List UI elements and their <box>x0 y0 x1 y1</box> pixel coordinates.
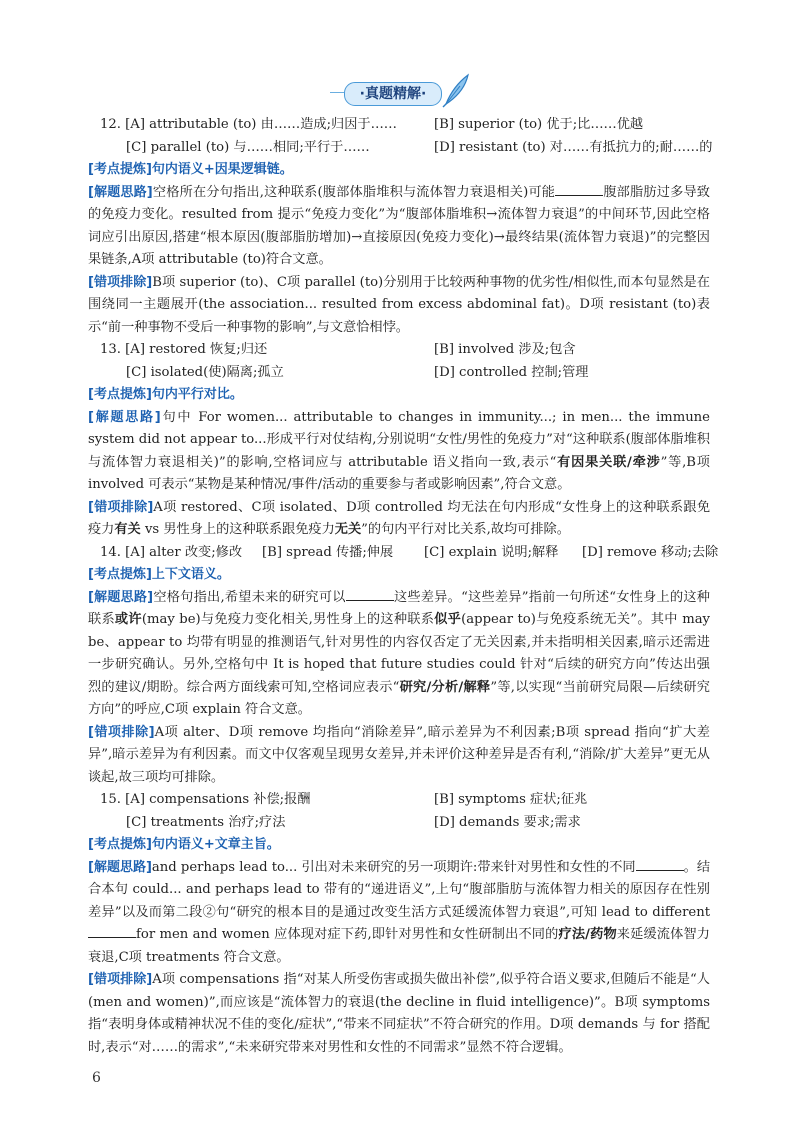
q12-point <box>88 159 710 182</box>
q15-wrong-text: A项 compensations 指“对某人所受伤害或损失做出补偿”,似乎符合语义要求,但随后不能是“人(men and women)”,而应该是“流体智力的衰退(the decline in fluid intelligence)”。B项 symptoms 指“表明身体或精神状况不佳的变化/症状”,“带来不同症状”不符合研究的作用。D项 demands 与 for 搭配时,表示“对……的需求”,“未来研究带来对男性和女性的不同需求”显然不符合逻辑。 <box>88 972 710 1055</box>
q15-options-row2 <box>88 812 710 835</box>
q12-idea-text-1: 空格所在分句指出,这种联系(腹部体脂堆积与流体智力衰退相关)可能 <box>152 184 556 200</box>
q13-options-row2 <box>88 362 710 385</box>
q14-wrong-text: A项 alter、D项 remove 均指向“消除差异”,暗示差异为不利因素;B项 spread 指向“扩大差异”,暗示差异为有利因素。而文中仅客观呈现男女差异,并未评价这种差异是否有利,“消除/扩大差异”更无从谈起,故三项均可排除。 <box>88 724 710 785</box>
q14-point <box>88 564 710 587</box>
q15-idea-text-1: and perhaps lead to... 引出对未来研究的另一项期许:带来针对男性和女性的不同 <box>151 859 636 875</box>
answer-blank <box>555 183 603 196</box>
q13-idea-text-1: 句中 For women... attributable to changes in immunity...; in men... the immune system did not appear to...形成平行对仗结构,分别说明“女性/男性的免疫力”对“这种联系(腹部体脂堆积与流体智力衰退相关)”的影响,空格词应与 attributable 语义指向一致,表示“ <box>88 409 710 470</box>
q12-wrong-tag: [错项排除] <box>88 274 153 290</box>
q12-options-row1 <box>88 114 710 137</box>
q14-idea-text-2: 这些差异。“这些差异”指前一句所述“女性身上的这种联系 <box>88 589 710 627</box>
q15-point-text: 句内语义+文章主旨。 <box>151 837 280 852</box>
q15-option-c: [C] treatments 治疗;疗法 <box>126 814 286 830</box>
q15-options-row1 <box>88 789 710 812</box>
q14-point-text: 上下文语义。 <box>151 567 230 582</box>
q12-idea <box>88 182 710 272</box>
q12-option-d: [D] resistant (to) 对……有抵抗力的;耐……的 <box>434 139 713 155</box>
q13-wrong-bold-2: 无关 <box>334 522 362 537</box>
q13-idea-bold: 有因果关联/牵涉 <box>556 454 661 470</box>
q13-option-d: [D] controlled 控制;管理 <box>434 364 589 380</box>
q13-option-c: [C] isolated(使)隔离;孤立 <box>126 364 284 380</box>
q15-idea-tag: [解题思路] <box>88 859 152 875</box>
q15-idea-bold-1: 疗法/药物 <box>558 927 617 942</box>
q14-option-a: 14. [A] alter 改变;修改 <box>100 544 243 560</box>
q15-idea-text-4: 来延缓流体智力衰退,C项 treatments 符合文意。 <box>88 927 710 965</box>
q14-wrong-tag: [错项排除] <box>88 724 155 740</box>
q15-wrong <box>88 969 710 1059</box>
q14-option-d: [D] remove 移动;去除 <box>582 544 719 560</box>
q14-idea-text-1: 空格句指出,希望未来的研究可以 <box>153 589 346 605</box>
q15-option-d: [D] demands 要求;需求 <box>434 814 581 830</box>
q12-option-b: [B] superior (to) 优于;比……优越 <box>434 117 644 132</box>
q15-idea-text-2: 。结合本句 could... and perhaps lead to 带有的“递进语义”,上句“腹部脂肪与流体智力相关的原因存在性别差异”以及而第二段②句“研究的根本目的是通过改变生活方式延缓流体智力衰退”,可知 lead to different <box>88 859 711 920</box>
q12-point-text: 句内语义+因果逻辑链。 <box>151 162 293 177</box>
q14-idea-text-4: (appear to)与免疫系统无关”。其中 may be、appear to 均带有明显的推测语气,针对男性的内容仅否定了无关因素,并未指明相关因素,暗示还需进一步研究确认。另外,空格句中 It is hoped that future studies could 针对“后续的研究方向”传达出强烈的建议/期盼。综合两方面线索可知,空格词应表示“ <box>88 612 711 695</box>
q13-wrong-text-2: vs 男性身上的这种联系跟免疫力 <box>140 522 335 537</box>
q14-idea-tag: [解题思路] <box>88 589 154 605</box>
q13-wrong <box>88 497 710 542</box>
q15-point-tag: [考点提炼] <box>88 837 152 852</box>
q14-idea-bold-3: 研究/分析/解释 <box>399 679 491 695</box>
q12-wrong <box>88 272 710 340</box>
section-title: ·真题精解· <box>344 82 442 106</box>
q13-idea-text-2: ”等,B项 involved 可表示“某物是某种情况/事件/活动的重要参与者或影响因素”,符合文意。 <box>88 454 710 492</box>
q14-idea-text-3: (may be)与免疫力变化相关,男性身上的这种联系 <box>141 612 435 627</box>
q13-wrong-text-3: ”的句内平行对比关系,故均可排除。 <box>361 522 570 537</box>
q12-idea-tag: [解题思路] <box>88 184 153 200</box>
q14-wrong <box>88 722 710 790</box>
q13-point-tag: [考点提炼] <box>88 387 152 402</box>
answer-blank <box>88 925 136 938</box>
q13-wrong-text-1: A项 restored、C项 isolated、D项 controlled 均无法在句内形成“女性身上的这种联系跟免疫力 <box>88 499 711 537</box>
q13-point-text: 句内平行对比。 <box>151 387 243 402</box>
q13-options-row1 <box>88 339 710 362</box>
q13-wrong-tag: [错项排除] <box>88 499 154 515</box>
q13-option-a: 13. [A] restored 恢复;归还 <box>100 342 268 357</box>
q15-point <box>88 834 710 857</box>
q13-point <box>88 384 710 407</box>
q12-idea-text-2: 腹部脂肪过多导致的免疫力变化。resulted from 提示“免疫力变化”为“腹部体脂堆积→流体智力衰退”的中间环节,因此空格词应引出原因,搭建“根本原因(腹部脂肪增加)→直接原因(免疫力变化)→最终结果(流体智力衰退)”的完整因果链条,A项 attributable (to)符合文意。 <box>88 184 710 267</box>
page-number: 6 <box>92 1070 101 1086</box>
q14-point-tag: [考点提炼] <box>88 567 152 582</box>
header-rule-left <box>330 92 344 93</box>
q15-option-b: [B] symptoms 症状;征兆 <box>434 792 588 807</box>
q14-idea <box>88 587 710 722</box>
q14-options-row <box>88 542 719 565</box>
explanation-content <box>88 114 719 1059</box>
q15-wrong-tag: [错项排除] <box>88 972 153 987</box>
q14-option-c: [C] explain 说明;解释 <box>424 544 559 560</box>
q15-idea-text-3: for men and women 应体现对症下药,即针对男性和女性研制出不同的 <box>136 927 559 942</box>
q14-option-b: [B] spread 传播;伸展 <box>262 544 394 560</box>
q12-options-row2 <box>88 137 713 160</box>
q14-idea-bold-2: 似乎 <box>434 612 462 627</box>
q15-option-a: 15. [A] compensations 补偿;报酬 <box>100 792 311 807</box>
feather-pen-icon <box>440 72 472 108</box>
answer-blank <box>636 858 684 871</box>
q12-option-a: 12. [A] attributable (to) 由……造成;归因于…… <box>100 117 397 132</box>
q12-point-tag: [考点提炼] <box>88 162 152 177</box>
q15-idea <box>88 857 710 970</box>
q13-idea <box>88 407 710 497</box>
q12-wrong-text: B项 superior (to)、C项 parallel (to)分别用于比较两种事物的优劣性/相似性,而本句显然是在围绕同一主题展开(the association... resulted from excess abdominal fat)。D项 resistant (to)表示“前一种事物不受后一种事物的影响”,与文意恰相悖。 <box>88 274 710 335</box>
answer-blank <box>346 588 394 601</box>
q13-option-b: [B] involved 涉及;包含 <box>434 342 576 357</box>
section-header <box>0 72 800 112</box>
q13-idea-tag: [解题思路] <box>88 409 161 425</box>
q14-idea-text-5: ”等,以实现“当前研究局限—后续研究方向”的呼应,C项 explain 符合文意。 <box>88 679 710 717</box>
q13-wrong-bold-1: 有关 <box>114 522 141 537</box>
q14-idea-bold-1: 或许 <box>114 612 142 627</box>
q12-option-c: [C] parallel (to) 与……相同;平行于…… <box>126 139 370 155</box>
